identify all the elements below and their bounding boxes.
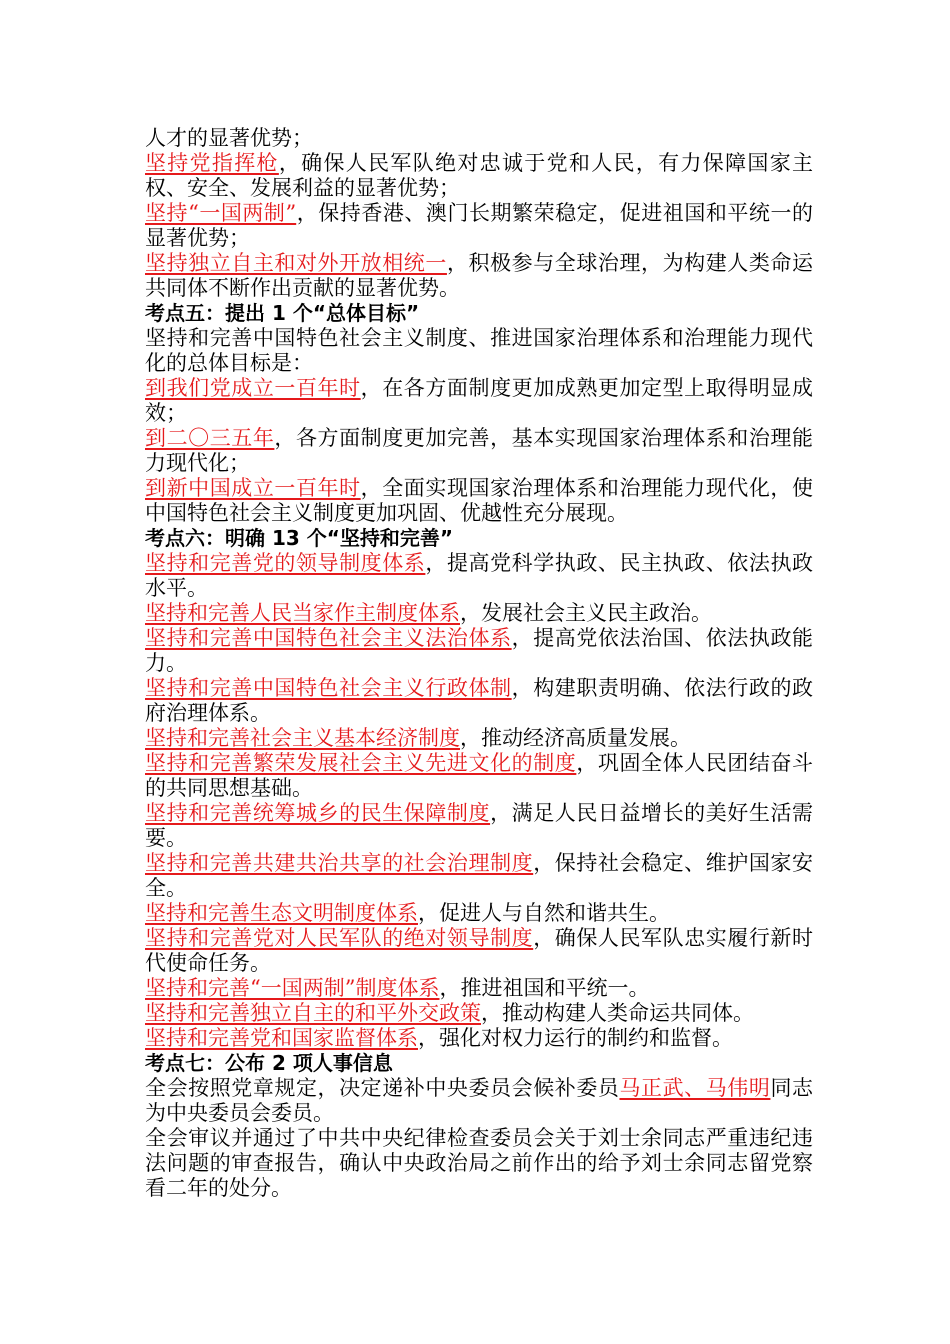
paragraph [145,326,813,376]
paragraph [145,1001,813,1026]
text-run: 人才的显著优势； [145,126,313,150]
highlighted-phrase: 坚持“一国两制” [145,201,297,225]
text-run: ，促进人与自然和谐共生。 [418,901,670,925]
highlighted-phrase: 坚持和完善统筹城乡的民生保障制度 [145,801,491,825]
text-run: 考点六：明确 13 个“坚持和完善” [145,526,454,550]
text-run: ，强化对权力运行的制约和监督。 [418,1026,733,1050]
text-run: 同志为中央委员会委员。 [145,1076,814,1125]
document-page [145,126,813,1201]
text-run: ，巩固全体人民团结奋斗的共同思想基础。 [145,751,814,800]
text-run: ，满足人民日益增长的美好生活需要。 [145,801,814,850]
text-run: ，发展社会主义民主政治。 [460,601,712,625]
highlighted-phrase: 坚持和完善中国特色社会主义法治体系 [145,626,512,650]
paragraph [145,201,813,251]
section-heading [145,1051,813,1076]
paragraph [145,601,813,626]
paragraph [145,901,813,926]
text-run: ，确保人民军队忠实履行新时代使命任务。 [145,926,814,975]
paragraph [145,926,813,976]
highlighted-phrase: 到新中国成立一百年时 [145,476,361,500]
paragraph [145,1026,813,1051]
highlighted-phrase: 坚持和完善繁荣发展社会主义先进文化的制度 [145,751,577,775]
text-run: 全会按照党章规定，决定递补中央委员会候补委员 [145,1076,620,1100]
text-run: ，在各方面制度更加成熟更加定型上取得明显成效； [145,376,814,425]
section-heading [145,301,813,326]
highlighted-phrase: 坚持和完善党的领导制度体系 [145,551,426,575]
paragraph [145,426,813,476]
text-run: 坚持和完善中国特色社会主义制度、推进国家治理体系和治理能力现代化的总体目标是： [145,326,813,375]
paragraph [145,751,813,801]
highlighted-phrase: 坚持和完善中国特色社会主义行政体制 [145,676,512,700]
paragraph [145,626,813,676]
text-run: ，推动经济高质量发展。 [460,726,691,750]
highlighted-phrase: 到我们党成立一百年时 [145,376,361,400]
highlighted-phrase: 坚持和完善党对人民军队的绝对领导制度 [145,926,534,950]
paragraph [145,151,813,201]
paragraph [145,801,813,851]
text-run: ，积极参与全球治理，为构建人类命运共同体不断作出贡献的显著优势。 [145,251,814,300]
text-run: ，推进祖国和平统一。 [439,976,650,1000]
highlighted-phrase: 坚持和完善人民当家作主制度体系 [145,601,460,625]
highlighted-phrase: 坚持和完善共建共治共享的社会治理制度 [145,851,534,875]
paragraph [145,251,813,301]
paragraph [145,1126,813,1201]
paragraph [145,376,813,426]
text-run: ，各方面制度更加完善，基本实现国家治理体系和治理能力现代化； [145,426,814,475]
paragraph [145,551,813,601]
text-run: ，确保人民军队绝对忠诚于党和人民，有力保障国家主权、安全、发展利益的显著优势； [145,151,814,200]
text-run: ，提高党科学执政、民主执政、依法执政水平。 [145,551,814,600]
text-run: ，全面实现国家治理体系和治理能力现代化，使中国特色社会主义制度更加巩固、优越性充分展现。 [145,476,814,525]
highlighted-phrase: 坚持和完善生态文明制度体系 [145,901,418,925]
text-run: ，保持社会稳定、维护国家安全。 [145,851,814,900]
highlighted-phrase: 坚持和完善党和国家监督体系 [145,1026,418,1050]
paragraph [145,851,813,901]
text-run: 考点五：提出 1 个“总体目标” [145,301,420,325]
paragraph [145,1076,813,1126]
highlighted-phrase: 马正武、马伟明 [619,1076,771,1100]
text-run: ，保持香港、澳门长期繁荣稳定，促进祖国和平统一的显著优势； [145,201,813,250]
paragraph [145,476,813,526]
text-run: 考点七：公布 2 项人事信息 [145,1051,393,1075]
text-run: ，构建职责明确、依法行政的政府治理体系。 [145,676,814,725]
highlighted-phrase: 坚持和完善社会主义基本经济制度 [145,726,460,750]
paragraph [145,976,813,1001]
section-heading [145,526,813,551]
paragraph [145,126,813,151]
text-run: ，提高党依法治国、依法执政能力。 [145,626,814,675]
text-run: ，推动构建人类命运共同体。 [481,1001,754,1025]
text-run: 全会审议并通过了中共中央纪律检查委员会关于刘士余同志严重违纪违法问题的审查报告，确认中央政治局之前作出的给予刘士余同志留党察看二年的处分。 [145,1126,813,1200]
paragraph [145,676,813,726]
highlighted-phrase: 坚持和完善“一国两制”制度体系 [145,976,440,1000]
highlighted-phrase: 坚持和完善独立自主的和平外交政策 [145,1001,481,1025]
paragraph [145,726,813,751]
highlighted-phrase: 坚持独立自主和对外开放相统一 [145,251,447,275]
highlighted-phrase: 到二〇三五年 [145,426,275,450]
highlighted-phrase: 坚持党指挥枪 [145,151,279,175]
